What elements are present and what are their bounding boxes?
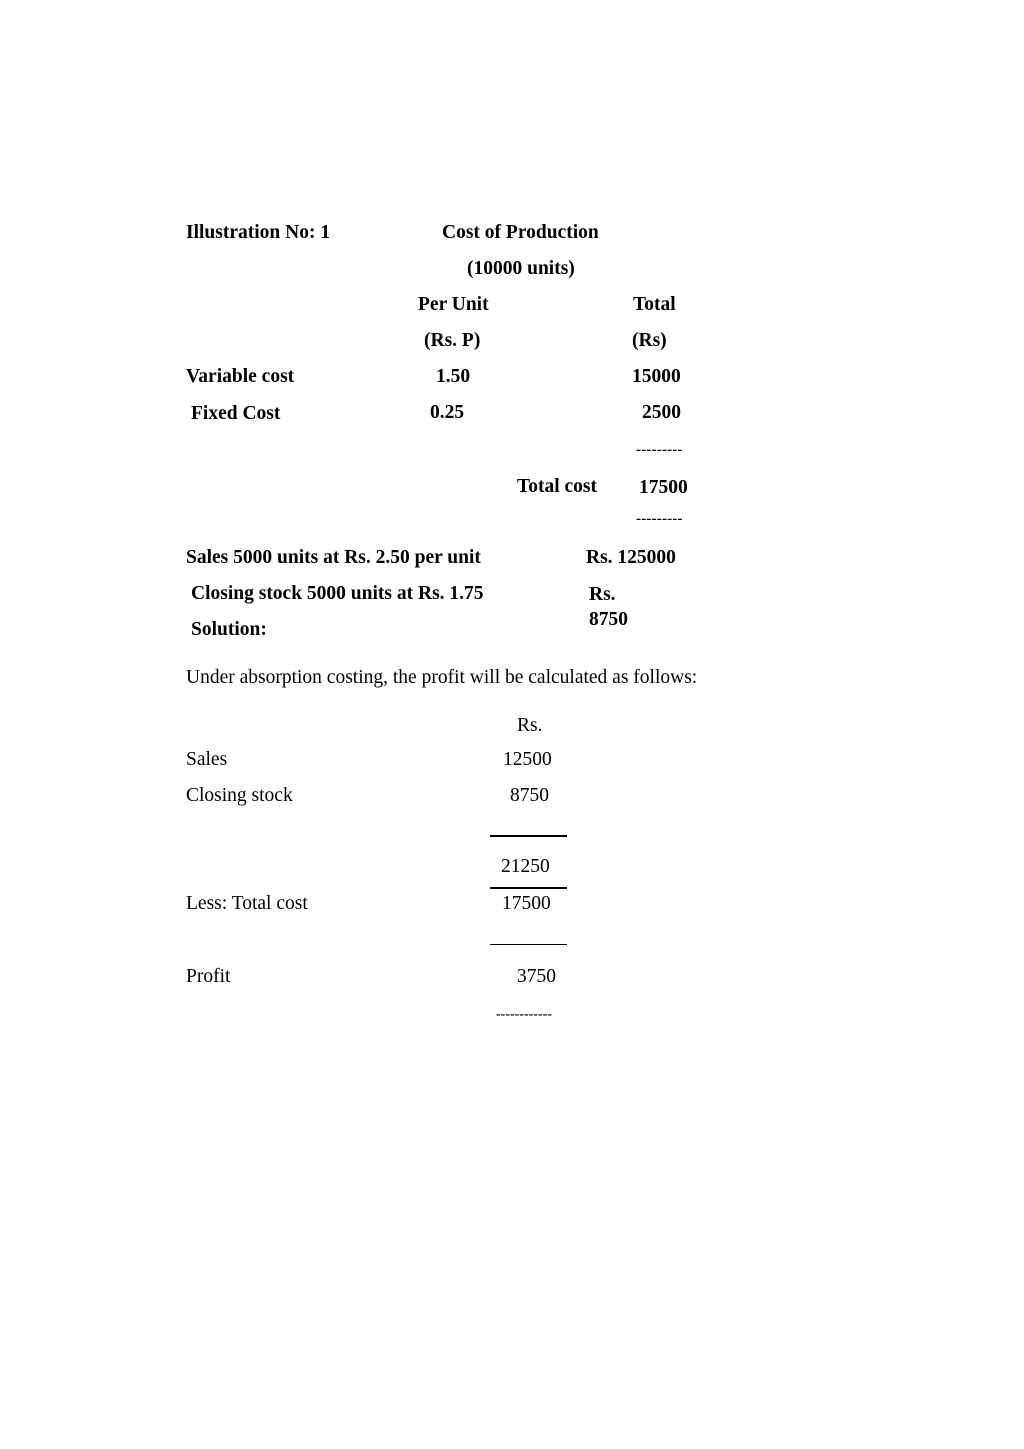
column-header-total: Total [633,294,676,315]
profit-value: 3750 [517,966,556,987]
total-cost-label: Total cost [517,476,597,497]
illustration-subtitle: (10000 units) [467,258,575,279]
difference-rule [490,944,567,945]
profit-label: Profit [186,966,231,987]
less-total-cost-label: Less: Total cost [186,893,308,914]
illustration-label: Illustration No: 1 [186,222,331,243]
sales-value: Rs. 125000 [586,547,676,568]
sales-line: Sales 5000 units at Rs. 2.50 per unit [186,547,481,568]
row-per-unit-fixed-cost: 0.25 [430,402,465,423]
row-total-variable-cost: 15000 [632,366,681,387]
column-unit-total: (Rs) [632,330,667,351]
sales-row-label: Sales [186,749,228,770]
solution-heading: Solution: [191,619,267,640]
total-cost-value: 17500 [639,477,688,498]
dashed-separator-bottom: --------- [636,511,683,527]
subtotal-value: 21250 [501,856,550,877]
illustration-title: Cost of Production [442,222,599,243]
closing-stock-value-amount: 8750 [589,609,628,630]
column-unit-per-unit: (Rs. P) [424,330,481,351]
row-label-fixed-cost: Fixed Cost [191,403,281,424]
currency-header: Rs. [517,715,543,736]
subtotal-rule [490,887,567,889]
row-total-fixed-cost: 2500 [642,402,681,423]
final-dashed-rule: ------------ [496,1007,552,1022]
row-label-variable-cost: Variable cost [186,366,295,387]
sales-row-value: 12500 [503,749,552,770]
sum-rule [490,835,567,837]
row-per-unit-variable-cost: 1.50 [436,366,471,387]
solution-intro: Under absorption costing, the profit will be calculated as follows: [186,667,698,688]
closing-stock-value-currency: Rs. [589,584,616,605]
closing-stock-row-label: Closing stock [186,785,293,806]
less-total-cost-value: 17500 [502,893,551,914]
dashed-separator-top: --------- [636,442,683,458]
column-header-per-unit: Per Unit [418,294,489,315]
closing-stock-row-value: 8750 [510,785,549,806]
closing-stock-line: Closing stock 5000 units at Rs. 1.75 [191,583,484,604]
